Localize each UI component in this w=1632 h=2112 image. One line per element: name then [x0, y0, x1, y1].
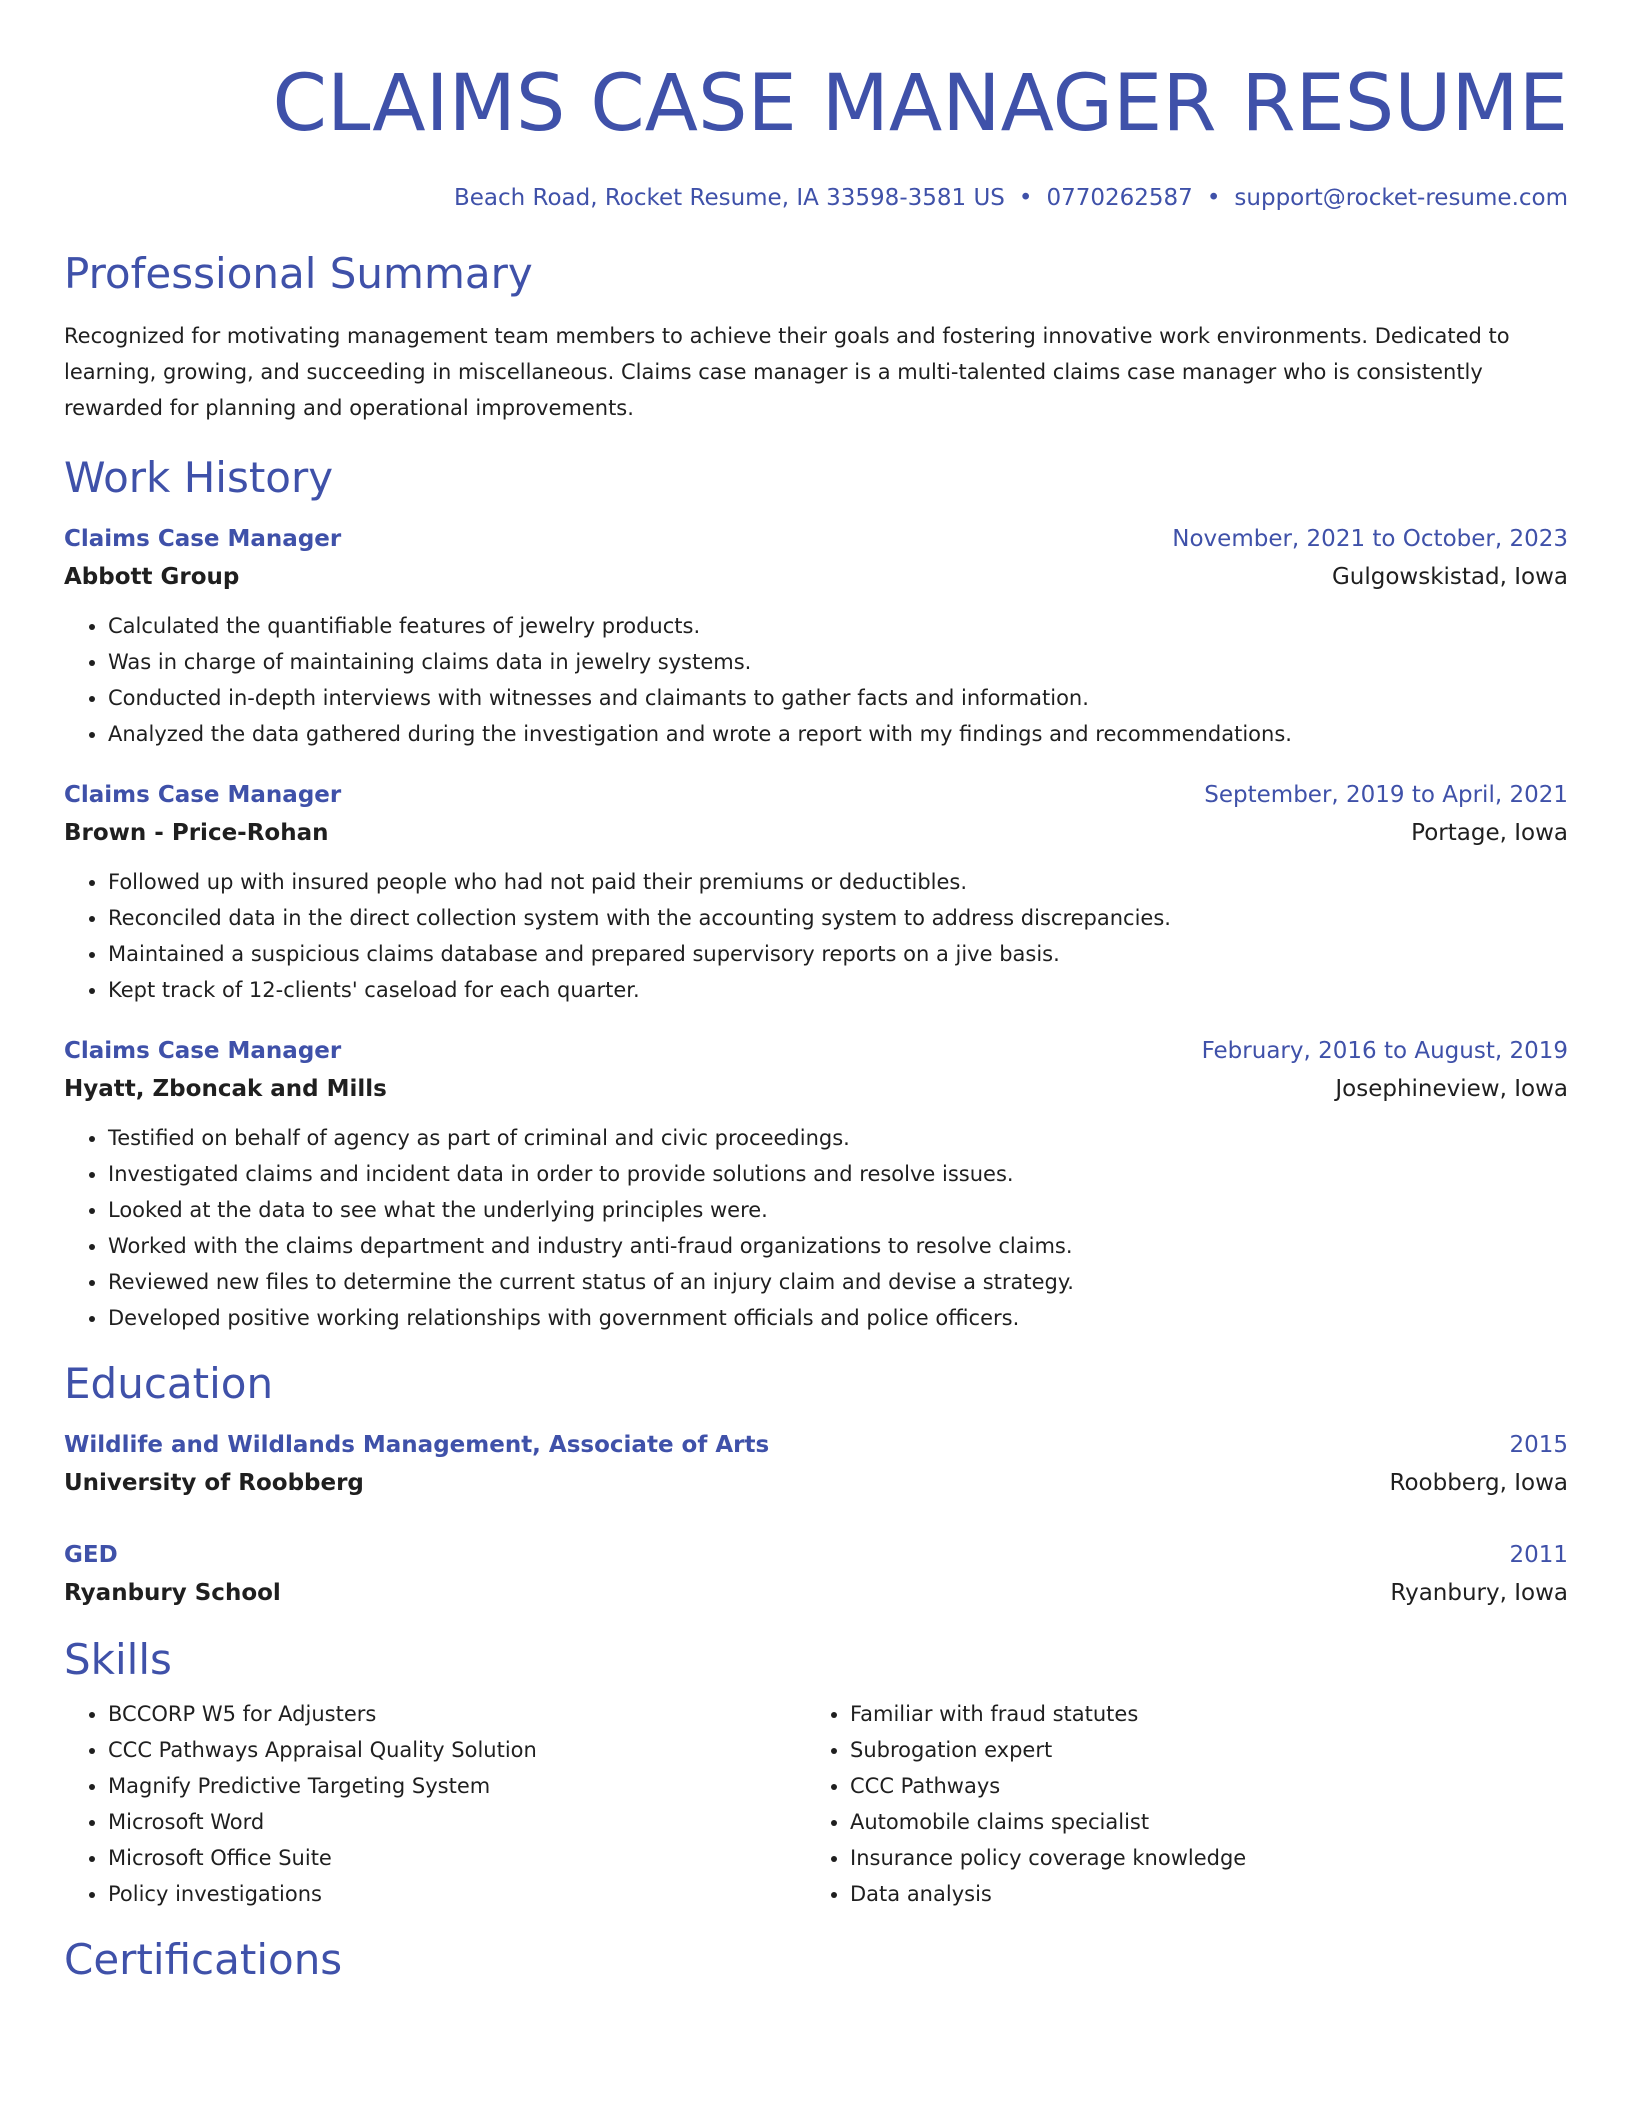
job-company: Abbott Group [64, 564, 240, 590]
job-dates: November, 2021 to October, 2023 [1172, 526, 1568, 552]
education-heading: Education [64, 1359, 274, 1408]
job-location: Josephineview, Iowa [1335, 1076, 1568, 1102]
skills-list [64, 1696, 1568, 1912]
job-bullet: • Looked at the data to see what the underlying principles were. [108, 1192, 1568, 1228]
job-company-row [64, 558, 1568, 596]
summary-heading: Professional Summary [64, 249, 533, 298]
education-location: Roobberg, Iowa [1389, 1470, 1568, 1496]
education-school: University of Roobberg [64, 1470, 364, 1496]
contact-line [64, 182, 1568, 214]
summary-text: Recognized for motivating management team members to achieve their goals and fostering innovative work environments. Dedicated to learning, growing, and succeeding in miscellaneous. Claims case manager is a multi-talented claims case manager who is consistently rewarded for planning and operational improvements. [64, 324, 1510, 420]
skill-item: • BCCORP W5 for Adjusters [108, 1696, 806, 1732]
skills-bullets-left [64, 1696, 806, 1912]
contact-separator: • [1018, 185, 1033, 211]
education-header-row [64, 1536, 1568, 1574]
job-bullet: • Calculated the quantifiable features of jewelry products. [108, 608, 1568, 644]
job-bullet: • Conducted in-depth interviews with witnesses and claimants to gather facts and information. [108, 680, 1568, 716]
job-location: Gulgowskistad, Iowa [1331, 564, 1568, 590]
job-role: Claims Case Manager [64, 1038, 342, 1064]
education-school: Ryanbury School [64, 1580, 281, 1606]
contact-phone: 0770262587 [1046, 185, 1193, 211]
job-company: Hyatt, Zboncak and Mills [64, 1076, 387, 1102]
skill-item: • Data analysis [850, 1876, 1548, 1912]
job-bullet: • Worked with the claims department and industry anti-fraud organizations to resolve claims. [108, 1228, 1568, 1264]
skill-item: • Policy investigations [108, 1876, 806, 1912]
education-school-row [64, 1574, 1568, 1612]
job-company-row [64, 814, 1568, 852]
education-entry [64, 1426, 1568, 1502]
work-history-heading: Work History [64, 453, 334, 502]
education-degree: Wildlife and Wildlands Management, Associate of Arts [64, 1432, 770, 1458]
job-bullets [64, 608, 1568, 752]
education-degree: GED [64, 1542, 118, 1568]
education-location: Ryanbury, Iowa [1390, 1580, 1568, 1606]
job-company: Brown - Price-Rohan [64, 820, 329, 846]
skill-item: • Microsoft Word [108, 1804, 806, 1840]
job-bullet: • Followed up with insured people who had not paid their premiums or deductibles. [108, 864, 1568, 900]
job-header-row [64, 1032, 1568, 1070]
resume-page [64, 0, 1568, 1986]
skill-item: • Insurance policy coverage knowledge [850, 1840, 1548, 1876]
contact-email[interactable]: support@rocket-resume.com [1234, 185, 1568, 211]
skills-column-left [64, 1696, 806, 1912]
job-entry [64, 776, 1568, 1008]
skill-item: • Microsoft Office Suite [108, 1840, 806, 1876]
skills-bullets-right [806, 1696, 1548, 1912]
job-bullet: • Was in charge of maintaining claims data in jewelry systems. [108, 644, 1568, 680]
job-location: Portage, Iowa [1411, 820, 1568, 846]
job-bullet: • Maintained a suspicious claims database and prepared supervisory reports on a jive basis. [108, 936, 1568, 972]
job-dates: February, 2016 to August, 2019 [1201, 1038, 1568, 1064]
job-bullet: • Testified on behalf of agency as part of criminal and civic proceedings. [108, 1120, 1568, 1156]
skill-item: • CCC Pathways [850, 1768, 1548, 1804]
resume-title: CLAIMS CASE MANAGER RESUME [272, 59, 1568, 149]
job-entry [64, 1032, 1568, 1336]
education-year: 2011 [1509, 1542, 1568, 1568]
job-bullets [64, 864, 1568, 1008]
job-role: Claims Case Manager [64, 526, 342, 552]
job-bullet: • Reconciled data in the direct collection system with the accounting system to address discrepancies. [108, 900, 1568, 936]
job-header-row [64, 520, 1568, 558]
skills-heading: Skills [64, 1635, 172, 1684]
skill-item: • Automobile claims specialist [850, 1804, 1548, 1840]
job-role: Claims Case Manager [64, 782, 342, 808]
education-year: 2015 [1509, 1432, 1568, 1458]
education-entry [64, 1536, 1568, 1612]
job-bullet: • Analyzed the data gathered during the investigation and wrote a report with my findings and recommendations. [108, 716, 1568, 752]
job-header-row [64, 776, 1568, 814]
job-bullets [64, 1120, 1568, 1336]
skill-item: • CCC Pathways Appraisal Quality Solution [108, 1732, 806, 1768]
certifications-heading: Certifications [64, 1935, 343, 1984]
job-bullet: • Reviewed new files to determine the current status of an injury claim and devise a strategy. [108, 1264, 1568, 1300]
job-bullet: • Developed positive working relationships with government officials and police officers. [108, 1300, 1568, 1336]
skill-item: • Familiar with fraud statutes [850, 1696, 1548, 1732]
skill-item: • Magnify Predictive Targeting System [108, 1768, 806, 1804]
contact-separator: • [1206, 185, 1221, 211]
education-school-row [64, 1464, 1568, 1502]
job-bullet: • Kept track of 12-clients' caseload for each quarter. [108, 972, 1568, 1008]
contact-address: Beach Road, Rocket Resume, IA 33598-3581 US [453, 185, 1005, 211]
job-dates: September, 2019 to April, 2021 [1204, 782, 1568, 808]
job-bullet: • Investigated claims and incident data in order to provide solutions and resolve issues. [108, 1156, 1568, 1192]
job-entry [64, 520, 1568, 752]
skill-item: • Subrogation expert [850, 1732, 1548, 1768]
education-header-row [64, 1426, 1568, 1464]
job-company-row [64, 1070, 1568, 1108]
skills-column-right [806, 1696, 1548, 1912]
